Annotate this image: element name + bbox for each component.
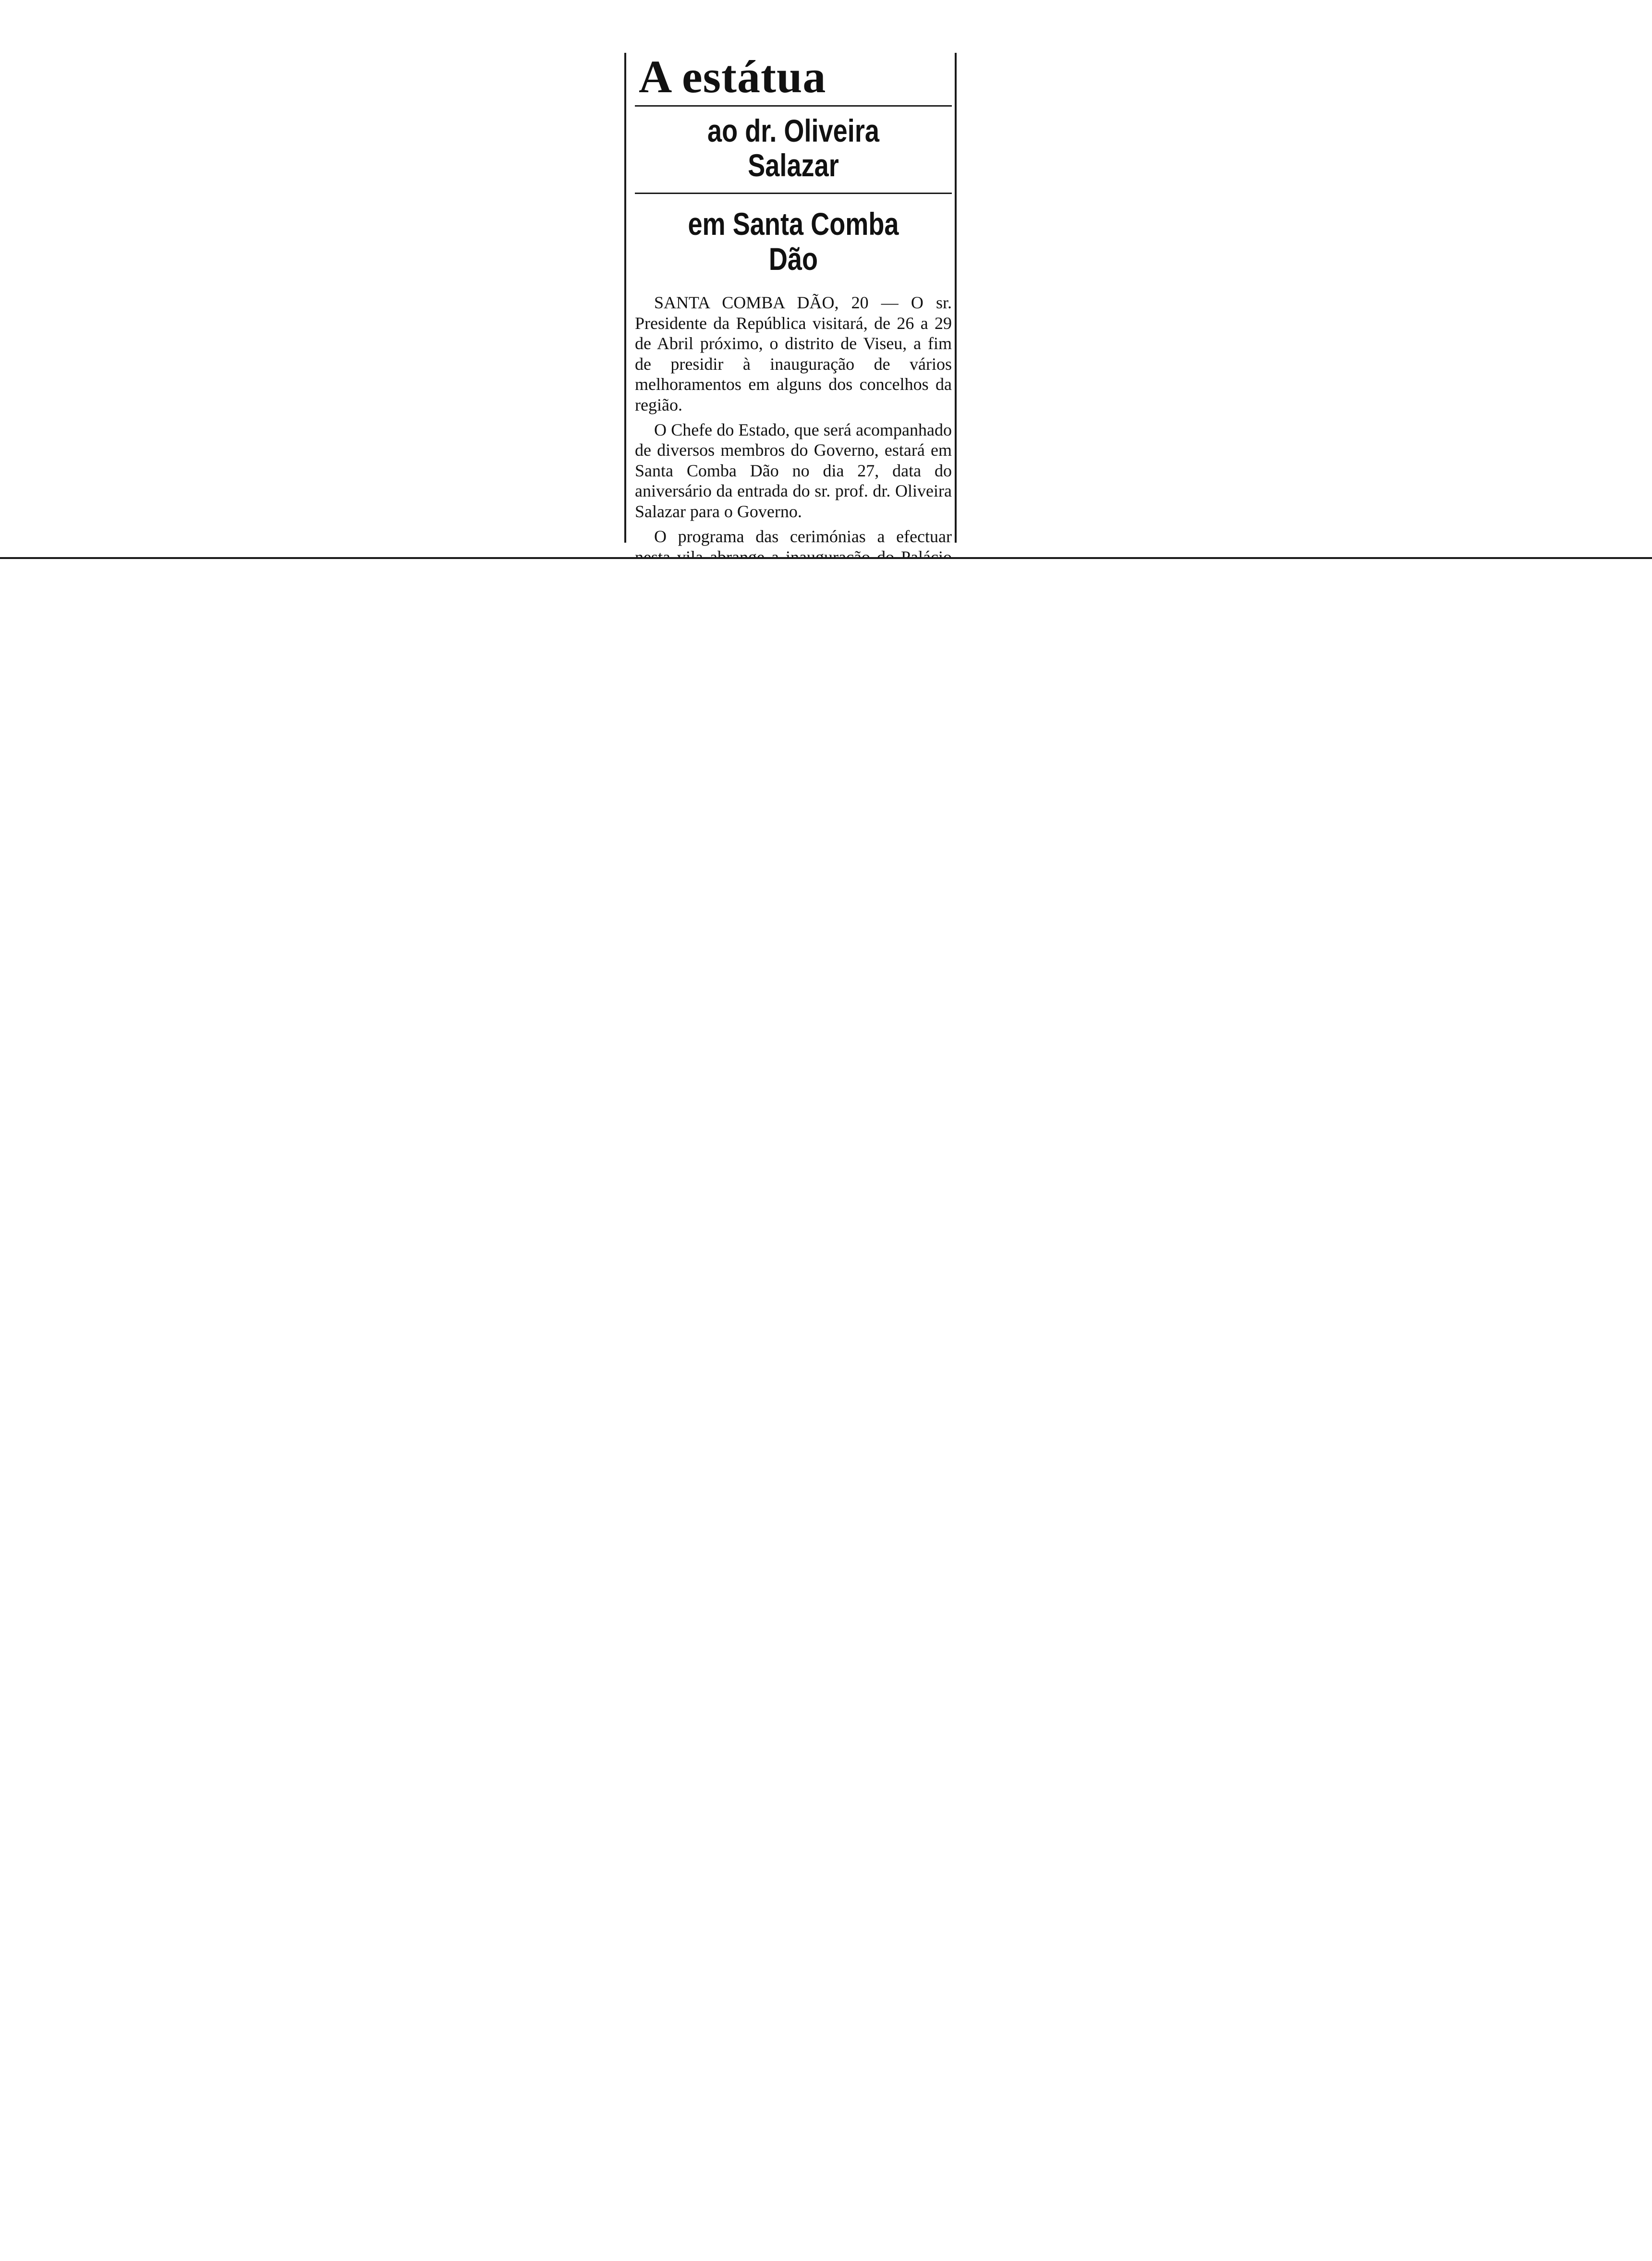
headline-line-1: A estátua	[639, 51, 826, 102]
headline-line-2: ao dr. Oliveira Salazar	[707, 112, 879, 183]
headline-line-3: em Santa Comba Dão	[688, 206, 899, 277]
article-paragraph: SANTA COMBA DÃO, 20 — O sr. Presidente da República visitará, de 26 a 29 de Abril próximo, o distrito de Viseu, a fim de presidir à inauguração de vários melhoramentos em alguns dos concelhos da região.	[635, 293, 952, 414]
column-rule-right	[955, 53, 957, 543]
salazar-statue-article	[635, 53, 952, 629]
remaining-page-area	[0, 557, 1652, 2261]
headline-rule	[635, 105, 952, 107]
article-paragraph: O programa das cerimónias a efectuar	[654, 527, 952, 547]
article-paragraph: O Chefe do Estado, que será acompanhado de diversos membros do Governo, estará em Santa Comba Dão no dia 27, data do aniversário da entrada do sr. prof. dr. Oliveira Salazar para o Governo.	[635, 420, 952, 521]
headline-rule-2	[635, 193, 952, 194]
column-rule-left	[624, 53, 626, 543]
